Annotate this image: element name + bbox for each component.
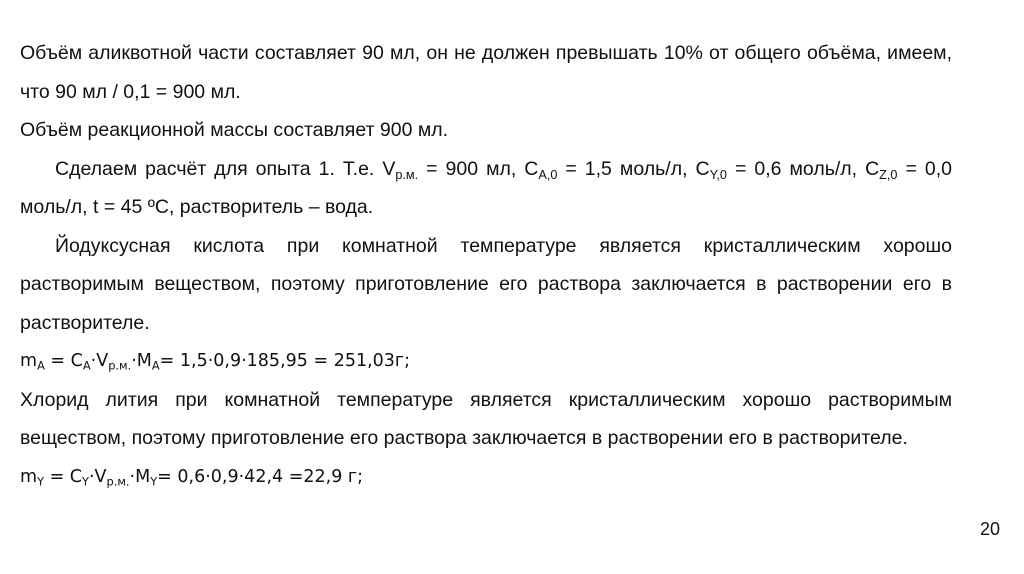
formula-a-v: ·V xyxy=(90,351,109,371)
formula-y-molar-subscript: Y xyxy=(150,474,158,489)
formula-a-m-subscript: A xyxy=(37,358,45,373)
formula-y-molar: ·M xyxy=(129,466,151,487)
formula-y-m-subscript: Y xyxy=(37,474,45,489)
calc-ca-value: = 1,5 моль/л, C xyxy=(557,157,710,180)
formula-a-eq: = C xyxy=(44,351,83,371)
paragraph-iodoacetic-acid: Йодуксусная кислота при комнатной температуре является кристаллическим хорошо растворимым веществом, поэтому приготовление его раствора заключается в растворении его в растворителе. xyxy=(20,234,952,334)
calc-tail: = 0,0 моль/л, t = 45 ºС, растворитель – вода. xyxy=(20,157,952,218)
calc-intro: Сделаем расчёт для опыта 1. Т.е. V xyxy=(55,157,396,180)
formula-a-m: m xyxy=(20,351,38,371)
calc-cy-subscript: Y,0 xyxy=(709,167,727,182)
formula-a-result: = 1,5·0,9·185,95 = 251,03г; xyxy=(159,351,411,371)
calc-cz-subscript: Z,0 xyxy=(879,167,898,182)
formula-y-m: m xyxy=(20,466,38,487)
formula-y-v: ·V xyxy=(88,466,107,487)
formula-mass-a xyxy=(20,342,952,381)
formula-a-v-subscript: р.м. xyxy=(108,358,132,373)
paragraph-calculation xyxy=(20,150,952,227)
page-number: 20 xyxy=(979,519,1000,539)
paragraph-aliquot: Объём аликвотной части составляет 90 мл, он не должен превышать 10% от общего объёма, имеем, что 90 мл / 0,1 = 900 мл. xyxy=(20,42,952,103)
slide-content xyxy=(20,34,952,496)
formula-a-c-subscript: A xyxy=(82,358,91,373)
formula-y-c-subscript: Y xyxy=(82,474,89,489)
paragraph-reaction-mass: Объём реакционной массы составляет 900 мл. xyxy=(20,119,449,141)
formula-a-molar: ·M xyxy=(131,351,152,371)
formula-y-v-subscript: р.м. xyxy=(106,474,130,489)
calc-v-subscript: р.м. xyxy=(395,167,419,182)
formula-y-result: = 0,6·0,9·42,4 =22,9 г; xyxy=(157,466,363,487)
formula-a-molar-subscript: A xyxy=(151,358,160,373)
calc-v-value: = 900 мл, C xyxy=(418,157,539,180)
formula-mass-y xyxy=(20,458,952,497)
calc-cy-value: = 0,6 моль/л, C xyxy=(726,157,880,180)
calc-ca-subscript: A,0 xyxy=(538,167,558,182)
formula-y-eq: = C xyxy=(44,466,83,487)
paragraph-lithium-chloride: Хлорид лития при комнатной температуре является кристаллическим хорошо растворимым веществом, поэтому приготовление его раствора заключается в растворении его в растворителе. xyxy=(20,388,952,449)
